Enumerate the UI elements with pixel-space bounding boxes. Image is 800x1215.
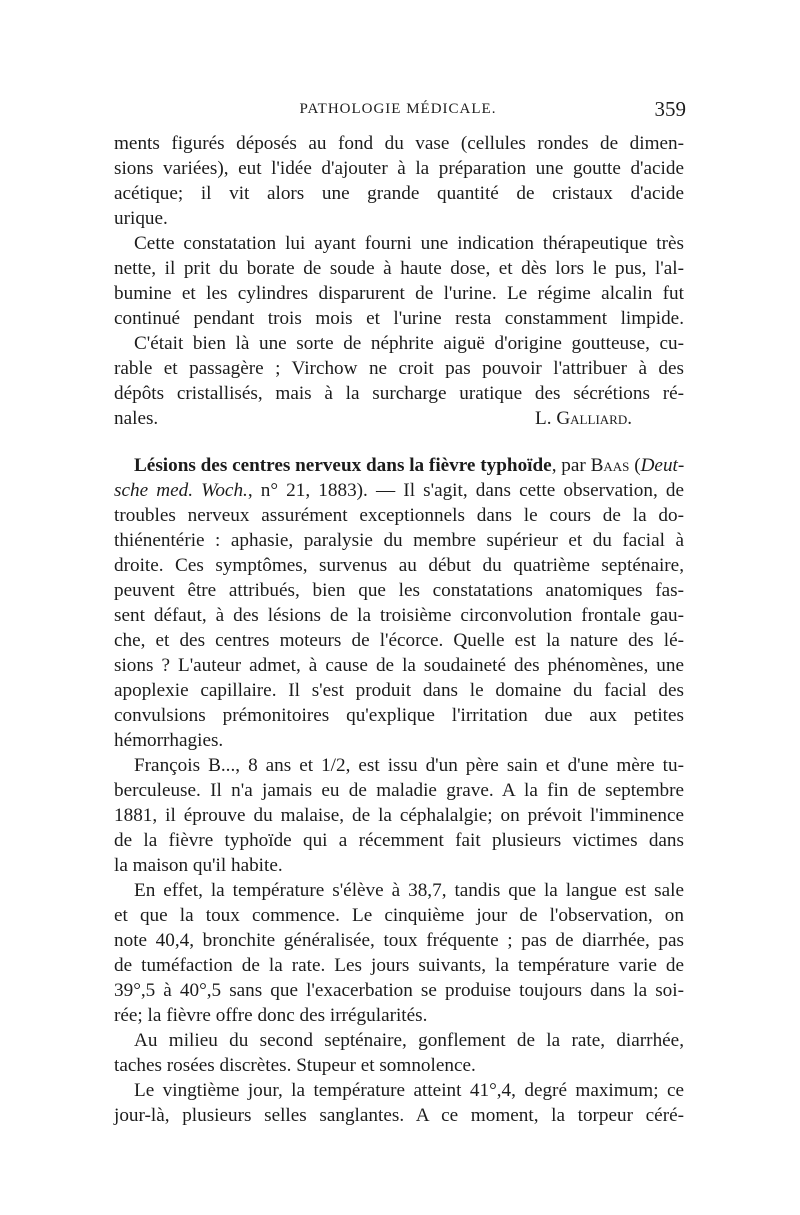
author-signature: L. Galliard. <box>535 408 633 429</box>
text-line: sions ? L'auteur admet, à cause de la soudaineté des phénomènes, une <box>114 655 684 676</box>
text-line: continué pendant trois mois et l'urine resta constamment limpide. <box>114 308 684 329</box>
text-line: thiénentérie : aphasie, paralysie du membre supérieur et du facial à <box>114 530 684 551</box>
text-line: bumine et les cylindres disparurent de l'urine. Le régime alcalin fut <box>114 283 684 304</box>
text-line: C'était bien là une sorte de néphrite aiguë d'origine goutteuse, cu- <box>134 333 684 354</box>
text-line: rable et passagère ; Virchow ne croit pas pouvoir l'attribuer à des <box>114 358 684 379</box>
text-line: 1881, il éprouve du malaise, de la céphalalgie; on prévoit l'imminence <box>114 805 684 826</box>
text-line: de la fièvre typhoïde qui a récemment fait plusieurs victimes dans <box>114 830 684 851</box>
text-line: François B..., 8 ans et 1/2, est issu d'un père sain et d'une mère tu- <box>134 755 684 776</box>
page-number: 359 <box>654 97 686 121</box>
text-line: apoplexie capillaire. Il s'est produit dans le domaine du facial des <box>114 680 684 701</box>
text-line: et que la toux commence. Le cinquième jour de l'observation, on <box>114 905 684 926</box>
journal-name: Deut- <box>640 455 685 476</box>
running-head: PATHOLOGIE MÉDICALE. <box>299 101 497 117</box>
text-line: che, et des centres moteurs de l'écorce. Quelle est la nature des lé- <box>114 630 684 651</box>
text-line <box>114 478 684 503</box>
text-line: Cette constatation lui ayant fourni une indication thérapeutique très <box>134 233 684 254</box>
text-line: jour-là, plusieurs selles sanglantes. A ce moment, la torpeur céré- <box>114 1105 684 1126</box>
text-line: berculeuse. Il n'a jamais eu de maladie grave. A la fin de septembre <box>114 780 684 801</box>
text-line: hémorrhagies. <box>114 730 224 751</box>
text-line: rée; la fièvre offre donc des irrégularités. <box>114 1005 428 1026</box>
text-line: Au milieu du second septénaire, gonflement de la rate, diarrhée, <box>134 1030 684 1051</box>
text-line: 39°,5 à 40°,5 sans que l'exacerbation se produise toujours dans la soi- <box>114 980 684 1001</box>
text-line: acétique; il vit alors une grande quantité de cristaux d'acide <box>114 183 684 204</box>
text-line: nette, il prit du borate de soude à haute dose, et dès lors le pus, l'al- <box>114 258 684 279</box>
text-line: peuvent être attribués, bien que les constatations anatomiques fas- <box>114 580 684 601</box>
text-line-signed <box>114 406 684 431</box>
text-line: droite. Ces symptômes, survenus au début du quatrième septénaire, <box>114 555 684 576</box>
page-header <box>110 97 686 124</box>
text-line: dépôts cristallisés, mais à la surcharge uratique des sécrétions ré- <box>114 383 684 404</box>
text-line: la maison qu'il habite. <box>114 855 283 876</box>
text-line: note 40,4, bronchite généralisée, toux fréquente ; pas de diarrhée, pas <box>114 930 684 951</box>
text-line: sions variées), eut l'idée d'ajouter à la préparation une goutte d'acide <box>114 158 684 179</box>
text-line: ments figurés déposés au fond du vase (cellules rondes de dimen- <box>114 133 684 154</box>
text-line: convulsions prémonitoires qu'explique l'irritation due aux petites <box>114 705 684 726</box>
text-fragment: , par <box>551 455 591 476</box>
text-fragment: nales. <box>114 408 159 429</box>
text-line: En effet, la température s'élève à 38,7, tandis que la langue est sale <box>134 880 684 901</box>
article-author: Baas <box>590 455 630 476</box>
text-line: Le vingtième jour, la température atteint 41°,4, degré maximum; ce <box>134 1080 684 1101</box>
text-line: sent défaut, à des lésions de la troisième circonvolution frontale gau- <box>114 605 684 626</box>
article-title: Lésions des centres nerveux dans la fièvre typhoïde <box>134 455 552 476</box>
text-line: urique. <box>114 208 168 229</box>
journal-name: sche med. Woch. <box>114 480 248 501</box>
article-heading-line <box>134 453 684 478</box>
text-line: troubles nerveux assurément exceptionnels dans le cours de la do- <box>114 505 684 526</box>
text-fragment: ( <box>629 455 641 476</box>
text-line: taches rosées discrètes. Stupeur et somnolence. <box>114 1055 476 1076</box>
text-line: de tuméfaction de la rate. Les jours suivants, la température varie de <box>114 955 684 976</box>
text-fragment: , n° 21, 1883). — Il s'agit, dans cette observation, de <box>247 480 684 501</box>
